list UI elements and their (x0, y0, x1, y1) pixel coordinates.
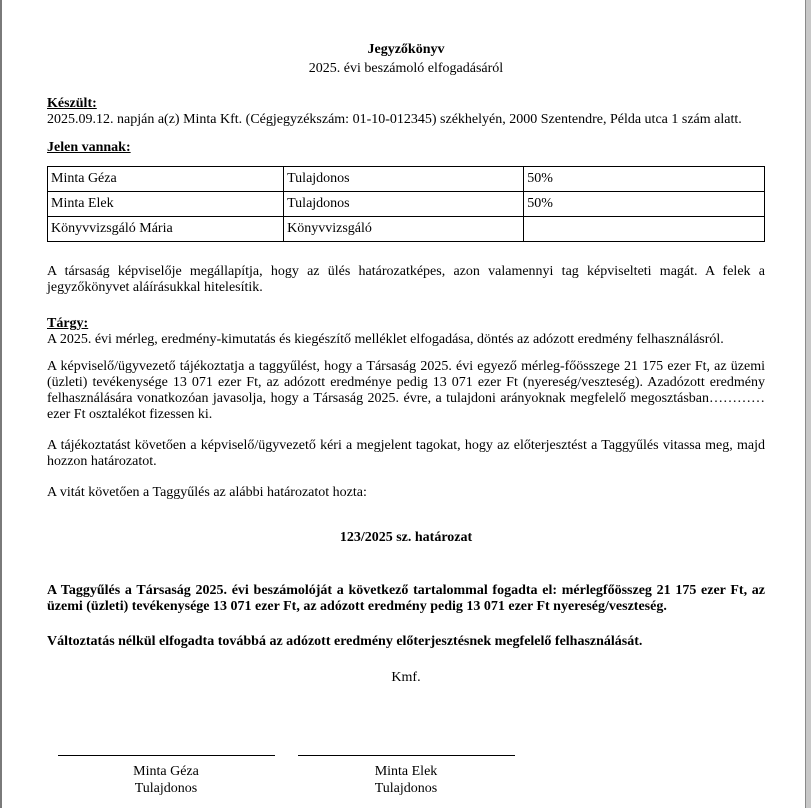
kmf-label: Kmf. (391, 670, 421, 685)
attendee-share: 50% (524, 167, 765, 192)
attendees-table (47, 166, 765, 242)
quorum-paragraph: A társaság képviselője megállapítja, hogy az ülés határozatképes, azon valamennyi tag képviselteti magát. A felek a jegyzőkönyvet aláírásukkal hitelesítik. (47, 264, 765, 295)
table-row (48, 192, 765, 217)
signature-line-1 (58, 755, 275, 756)
document-subtitle: 2025. évi beszámoló elfogadásáról (308, 61, 504, 76)
hatarozat-title: 123/2025 sz. határozat (339, 530, 473, 545)
signature-block-1 (57, 763, 275, 797)
window-border-left (0, 0, 2, 808)
attendee-name: Könyvvizsgáló Mária (48, 217, 284, 242)
signature-block-2 (297, 763, 515, 797)
targy-text: A 2025. évi mérleg, eredmény-kimutatás és kiegészítő melléklet elfogadása, döntés az adózott eredmény felhasználásról. (47, 332, 724, 347)
attendee-name: Minta Elek (48, 192, 284, 217)
attendee-share (524, 217, 765, 242)
signatory-role: Tulajdonos (374, 781, 438, 796)
jelen-heading: Jelen vannak: (47, 140, 131, 155)
hatarozat-paragraph: A Taggyűlés a Társaság 2025. évi beszámolóját a következő tartalommal fogadta el: mérlegfőösszeg 21 175 ezer Ft, az üzemi (üzleti) tevékenysége 13 071 ezer Ft, az adózott eredmény pedig 13 071 ezer Ft nyereség/veszteség. (47, 583, 765, 614)
document-title: Jegyzőkönyv (367, 42, 445, 57)
targy-heading: Tárgy: (47, 316, 89, 331)
keszult-heading: Készült: (47, 96, 97, 111)
signatory-role: Tulajdonos (134, 781, 198, 796)
attendee-share: 50% (524, 192, 765, 217)
tajekoztatas-paragraph: A képviselő/ügyvezető tájékoztatja a taggyűlést, hogy a Társaság 2025. évi egyező mérleg-főösszege 21 175 ezer Ft, az üzemi (üzleti) tevékenysége 13 071 ezer Ft, az adózott eredménye pedig 13 071 ezer Ft (nyereség/veszteség). Azadózott eredmény felhasználására vonatkozóan javasolja, hogy a Társaság 2025. évre, a tulajdoni arányoknak megfelelő megosztásban………… ezer Ft osztalékot fizessen ki. (47, 359, 765, 422)
attendee-name: Minta Géza (48, 167, 284, 192)
signatory-name: Minta Elek (374, 764, 438, 779)
vita-utan-paragraph: A vitát követően a Taggyűlés az alábbi határozatot hozta: (47, 485, 367, 500)
attendee-role: Tulajdonos (284, 192, 524, 217)
keszult-text: 2025.09.12. napján a(z) Minta Kft. (Cégjegyzékszám: 01-10-012345) székhelyén, 2000 Szentendre, Példa utca 1 szám alatt. (47, 112, 742, 127)
table-row (48, 217, 765, 242)
attendee-role: Könyvvizsgáló (284, 217, 524, 242)
valtoztatas-paragraph: Változtatás nélkül elfogadta továbbá az adózott eredmény előterjesztésnek megfelelő felhasználását. (47, 634, 643, 649)
vita-kero-paragraph: A tájékoztatást követően a képviselő/ügyvezető kéri a megjelent tagokat, hogy az előterjesztést a Taggyűlés vitassa meg, majd hozzon határozatot. (47, 438, 765, 469)
document-page (47, 42, 765, 686)
signatory-name: Minta Géza (133, 764, 199, 779)
window-scroll-edge (806, 0, 811, 808)
signature-line-2 (298, 755, 515, 756)
attendee-role: Tulajdonos (284, 167, 524, 192)
table-row (48, 167, 765, 192)
